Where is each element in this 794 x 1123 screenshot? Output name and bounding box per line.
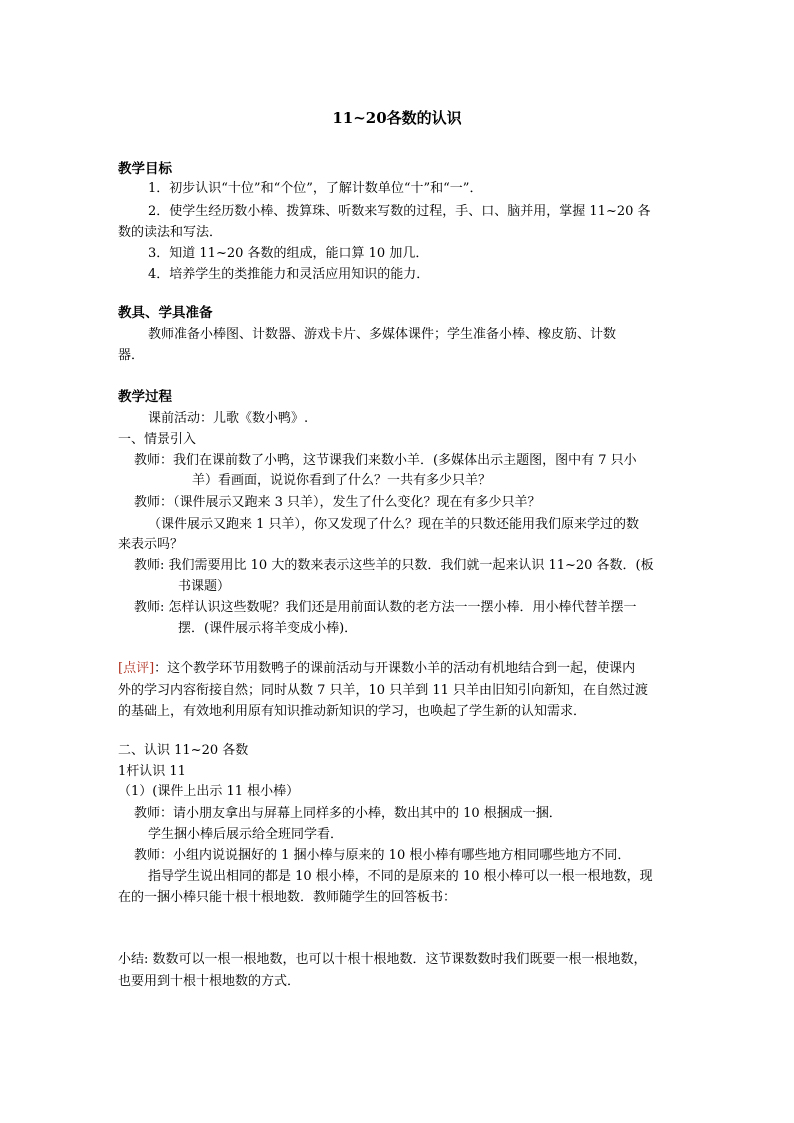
process-line: 教师：我们在课前数了小鸭，这节课我们来数小羊．(多媒体出示主题图，图中有 7 只小 — [134, 453, 637, 468]
objective-line: 数的读法和写法． — [118, 225, 223, 240]
document-title: 11~20各数的认识 — [332, 109, 462, 127]
process-line: 课前活动：儿歌《数小鸭》. — [148, 411, 309, 426]
part2-line: 指导学生说出相同的都是 10 根小棒，不同的是原来的 10 根小棒可以一根一根地数，现 — [148, 869, 653, 884]
part2-line: 1杆认识 11 — [118, 764, 186, 779]
objective-line: 3．知道 11~20 各数的组成，能口算 10 加几． — [148, 246, 429, 261]
prep-heading: 教具、学具准备 — [118, 305, 213, 321]
process-line: （课件展示又跑来 1 只羊），你又发现了什么？现在羊的只数还能用我们原来学过的数 — [148, 517, 640, 532]
part2-line: （1）(课件上出示 11 根小棒） — [118, 784, 300, 799]
process-line: 书课题） — [178, 579, 231, 594]
process-line: 羊）看画面，说说你看到了什么？一共有多少只羊？ — [192, 473, 492, 488]
prep-line: 器． — [118, 348, 145, 363]
part2-line: 在的一捆小棒只能十根十根地数．教师随学生的回答板书： — [118, 890, 457, 905]
objectives-heading: 教学目标 — [118, 161, 172, 177]
comment-line: 的基础上，有效地利用原有知识推动新知识的学习，也唤起了学生新的认知需求． — [118, 704, 587, 719]
comment-tag: [点评] — [118, 661, 155, 676]
objective-line: 4．培养学生的类推能力和灵活应用知识的能力． — [148, 267, 430, 282]
part2-line: 教师：请小朋友拿出与屏幕上同样多的小棒，数出其中的 10 根捆成一捆． — [134, 806, 562, 821]
process-heading: 教学过程 — [118, 389, 172, 405]
prep-line: 教师准备小棒图、计数器、游戏卡片、多媒体课件；学生准备小棒、橡皮筋、计数 — [148, 327, 617, 342]
objective-line: 2．使学生经历数小棒、拨算珠、听数来写数的过程，手、口、脑并用，掌握 11~20 各 — [148, 204, 651, 219]
part2-line: 学生捆小棒后展示给全班同学看． — [148, 827, 344, 842]
process-line: 一、情景引入 — [118, 432, 197, 447]
comment-text: ：这个教学环节用数鸭子的课前活动与开课数小羊的活动有机地结合到一起，使课内 — [154, 661, 636, 676]
summary-line: 小结: 数数可以一根一根地数，也可以十根十根地数．这节课数数时我们既要一根一根地数， — [118, 952, 647, 967]
comment-line — [118, 660, 635, 678]
process-line: 来表示吗？ — [118, 537, 184, 552]
process-line: 教师: 怎样认识这些数呢？我们还是用前面认数的老方法一一摆小棒．用小棒代替羊摆一 — [134, 600, 637, 615]
objective-line: 1．初步认识“十位”和“个位”，了解计数单位“十”和“一”． — [148, 181, 483, 196]
process-line: 教师：（课件展示又跑来 3 只羊），发生了什么变化？现在有多少只羊？ — [134, 495, 541, 510]
process-line: 摆．(课件展示将羊变成小棒)． — [178, 621, 358, 636]
comment-line: 外的学习内容衔接自然；同时从数 7 只羊，10 只羊到 11 只羊由旧知引向新知，在自然过渡 — [118, 683, 649, 698]
part2-line: 教师：小组内说说捆好的 1 捆小棒与原来的 10 根小棒有哪些地方相同哪些地方不同． — [134, 848, 631, 863]
process-line: 教师: 我们需要用比 10 大的数来表示这些羊的只数．我们就一起来认识 11~20 各数．(板 — [134, 558, 654, 573]
part2-line: 二、认识 11~20 各数 — [118, 743, 249, 758]
summary-line: 也要用到十根十根地数的方式． — [118, 974, 301, 989]
